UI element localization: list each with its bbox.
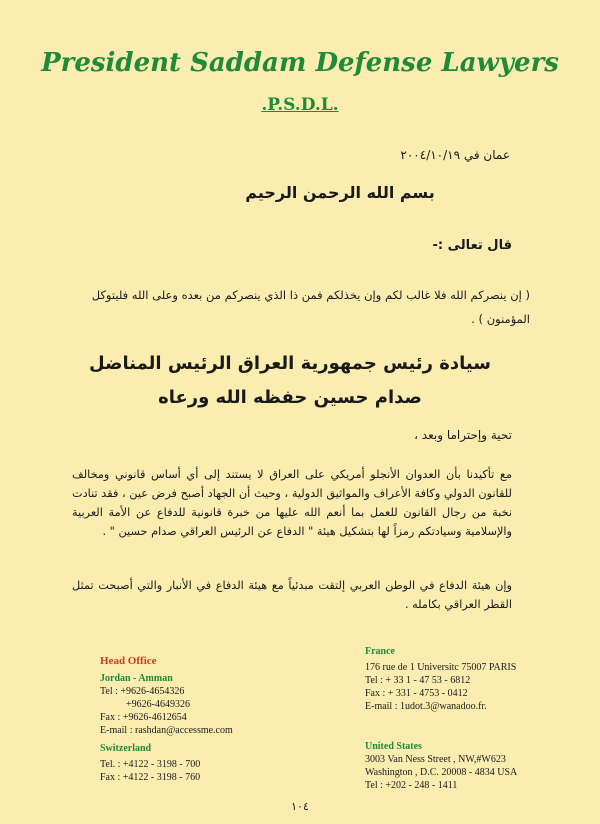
switzerland-label: Switzerland [100, 743, 152, 754]
jordan-tel1: Tel : +9626-4654326 [100, 686, 185, 697]
recipient-name: صدام حسين حفظه الله ورعاه [158, 387, 422, 408]
basmala: بسم الله الرحمن الرحيم [245, 183, 435, 202]
france-label: France [365, 646, 395, 657]
letterhead-abbreviation: .P.S.D.L. [261, 95, 339, 115]
jordan-address-block [100, 672, 233, 737]
jordan-fax: Fax : +9626-4612654 [100, 712, 187, 723]
jordan-email: E-mail : rashdan@accessme.com [100, 725, 233, 736]
france-address: 176 rue de 1 Universitc 75007 PARIS [365, 662, 517, 673]
us-label: United States [365, 741, 422, 752]
salutation: تحية وإحتراما وبعد ، [414, 428, 512, 442]
us-address2: Washington , D.C. 20008 - 4834 USA [365, 767, 518, 778]
us-address-block [365, 740, 517, 792]
france-address-block [365, 645, 516, 713]
switzerland-tel: Tel. : +4122 - 3198 - 700 [100, 759, 201, 770]
quran-verse: ( إن ينصركم الله فلا غالب لكم وإن يخذلكم فمن ذا الذي ينصركم من بعده وعلى الله فليتوكل المؤمنون ) . [91, 288, 530, 326]
switzerland-address-block [100, 742, 200, 784]
france-tel: Tel : + 33 1 - 47 53 - 6812 [365, 675, 471, 686]
us-tel: Tel : +202 - 248 - 1411 [365, 780, 458, 791]
france-email: E-mail : 1udot.3@wanadoo.fr. [365, 701, 487, 712]
head-office-label: Head Office [100, 655, 157, 667]
switzerland-fax: Fax : +4122 - 3198 - 760 [100, 772, 201, 783]
page-number: ١٠٤ [291, 800, 309, 813]
body-paragraph-2: وإن هيئة الدفاع في الوطن العربي إلتقت مبدئياً مع هيئة الدفاع في الأنبار والتي أصبحت تمثل القطر العراقي بكامله . [72, 579, 512, 611]
jordan-label: Jordan - Amman [100, 673, 173, 684]
jordan-tel2: +9626-4649326 [126, 699, 190, 710]
verse-intro: قال تعالى :- [432, 238, 512, 253]
letter-date: عمان في ٢٠٠٤/١٠/١٩ [400, 148, 510, 162]
us-address1: 3003 Van Ness Street , NW,#W623 [365, 754, 506, 765]
body-paragraph-1: مع تأكيدنا بأن العدوان الأنجلو أمريكي على العراق لا يستند إلى أي أساس قانوني ومخالف للقانون الدولي وكافة الأعراف والمواثيق الدولية ، وحيث أن الجهاد أصبح فرض عين ، فقد تنادت نخبة من رجال القانون للعمل بما أنعم الله عليها من خبرة قانونية للدفاع عن الأمة العربية والإسلامية وسيادتكم رمزاً لها بتشكيل هيئة " الدفاع عن الرئيس العراقي صدام حسين " . [72, 468, 512, 538]
recipient-title: سيادة رئيس جمهورية العراق الرئيس المناضل [89, 353, 491, 374]
france-fax: Fax : + 331 - 4753 - 0412 [365, 688, 468, 699]
letterhead-title: President Saddam Defense Lawyers [41, 48, 559, 78]
